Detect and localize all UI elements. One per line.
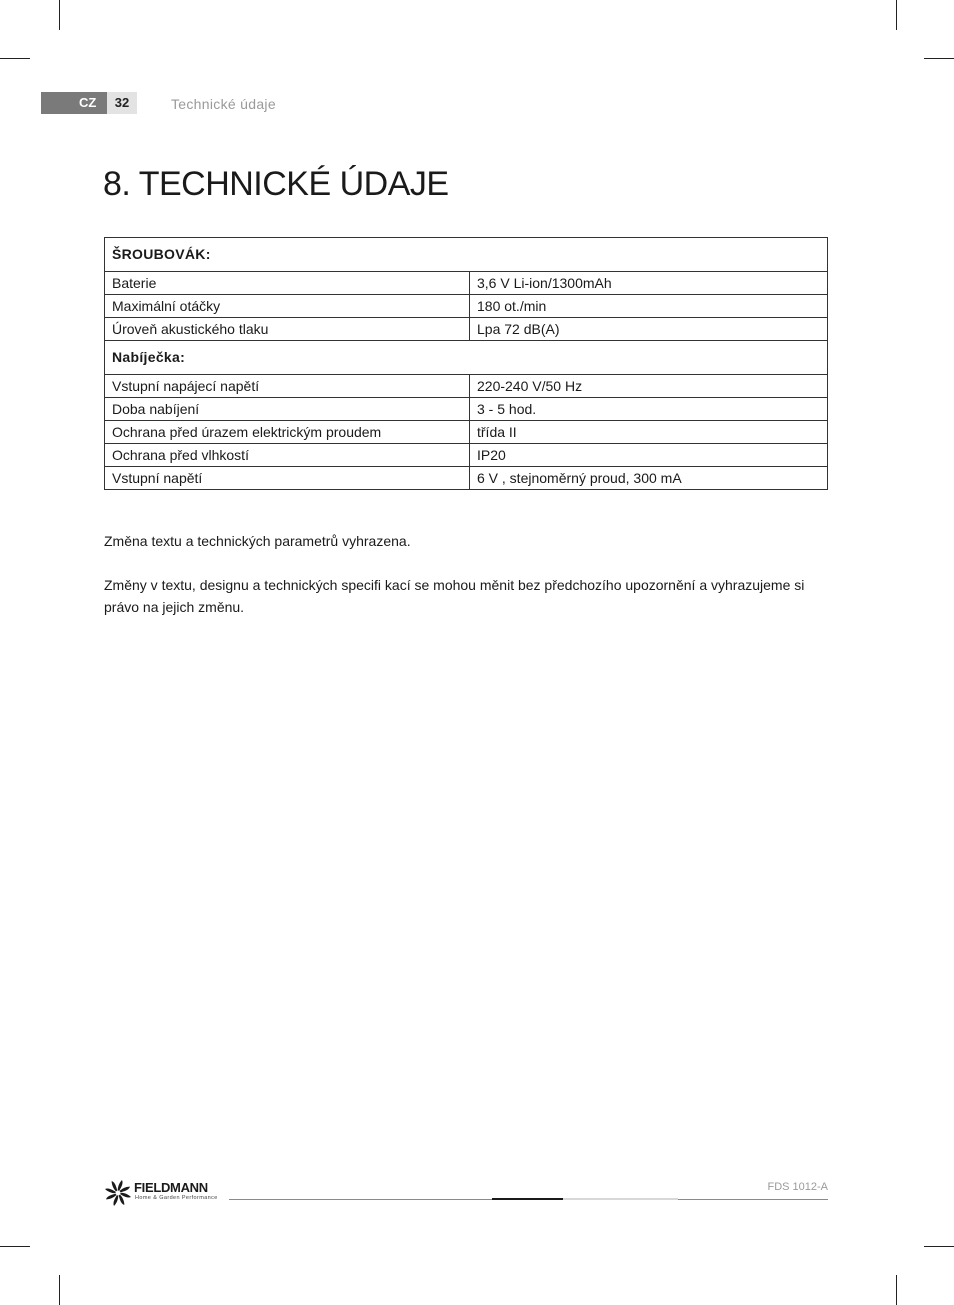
spec-value: 3,6 V Li-ion/1300mAh xyxy=(470,272,828,295)
crop-mark xyxy=(0,1246,30,1247)
table-row xyxy=(105,272,828,295)
brand-logo xyxy=(103,1178,228,1208)
disclaimer-note: Změny v textu, designu a technických specifi kací se mohou měnit bez předchozího upozornění a vyhrazujeme si právo na jejich změnu. xyxy=(104,577,805,615)
table-row xyxy=(105,398,828,421)
spec-table xyxy=(104,237,828,490)
table-row xyxy=(105,421,828,444)
footer-rule xyxy=(678,1199,828,1200)
crop-mark xyxy=(896,0,897,30)
table-section-row xyxy=(105,238,828,272)
footer-rule xyxy=(229,1199,492,1200)
spec-label: Maximální otáčky xyxy=(105,295,470,318)
page-number: 32 xyxy=(107,92,137,114)
language-badge: CZ xyxy=(41,92,107,114)
spec-label: Úroveň akustického tlaku xyxy=(105,318,470,341)
table-section-row xyxy=(105,341,828,375)
model-number: FDS 1012-A xyxy=(767,1181,828,1193)
spec-label: Baterie xyxy=(105,272,470,295)
fan-blade-logo-icon xyxy=(103,1178,133,1208)
crop-mark xyxy=(0,58,30,59)
crop-mark xyxy=(924,58,954,59)
crop-mark xyxy=(59,1275,60,1305)
spec-label: Vstupní napětí xyxy=(105,467,470,490)
crop-mark xyxy=(896,1275,897,1305)
page-title: 8. TECHNICKÉ ÚDAJE xyxy=(103,165,449,203)
spec-value: Lpa 72 dB(A) xyxy=(470,318,828,341)
running-header: Technické údaje xyxy=(171,96,276,112)
spec-value: 180 ot./min xyxy=(470,295,828,318)
crop-mark xyxy=(924,1246,954,1247)
table-row xyxy=(105,318,828,341)
spec-value: 3 - 5 hod. xyxy=(470,398,828,421)
spec-label: Doba nabíjení xyxy=(105,398,470,421)
footer-rule xyxy=(563,1198,678,1200)
spec-value: 6 V , stejnoměrný proud, 300 mA xyxy=(470,467,828,490)
section-heading: Nabíječka: xyxy=(105,341,828,375)
spec-value: IP20 xyxy=(470,444,828,467)
footer-rule xyxy=(492,1198,563,1200)
brand-tagline: Home & Garden Performance xyxy=(135,1195,218,1201)
spec-label: Vstupní napájecí napětí xyxy=(105,375,470,398)
brand-name: FIELDMANN xyxy=(134,1180,208,1195)
table-row xyxy=(105,444,828,467)
crop-mark xyxy=(59,0,60,30)
spec-value: 220-240 V/50 Hz xyxy=(470,375,828,398)
disclaimer-note: Změna textu a technických parametrů vyhrazena. xyxy=(104,533,411,549)
spec-value: třída II xyxy=(470,421,828,444)
spec-label: Ochrana před úrazem elektrickým proudem xyxy=(105,421,470,444)
table-row xyxy=(105,295,828,318)
table-row xyxy=(105,375,828,398)
table-row xyxy=(105,467,828,490)
section-heading: ŠROUBOVÁK: xyxy=(105,238,828,272)
spec-label: Ochrana před vlhkostí xyxy=(105,444,470,467)
